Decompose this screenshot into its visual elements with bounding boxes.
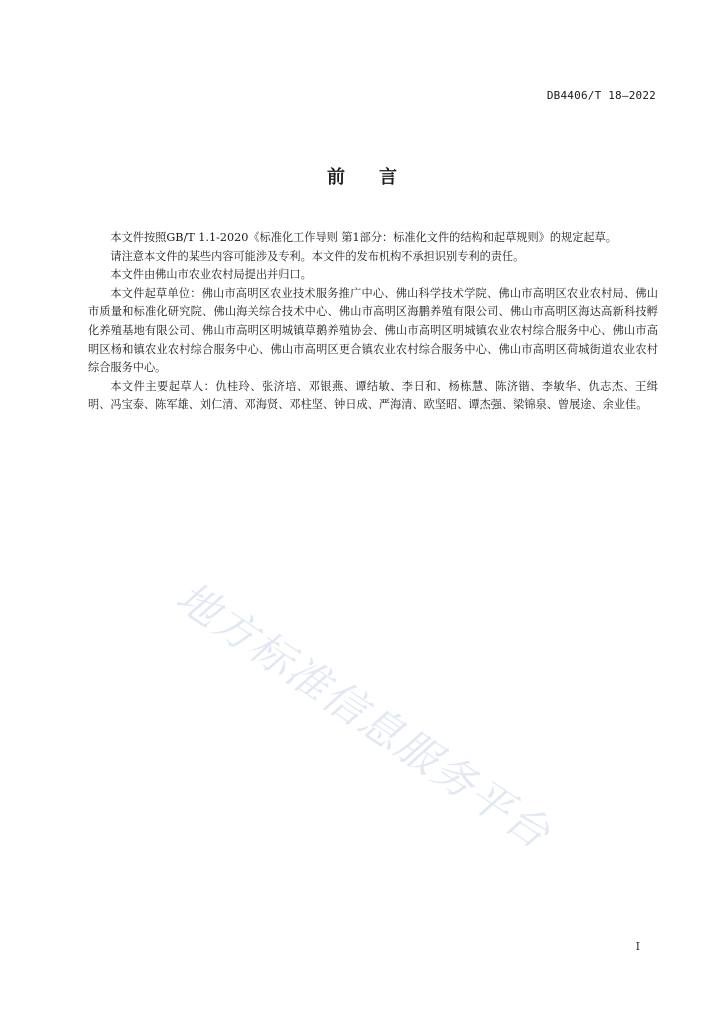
page-title: 前言	[327, 167, 431, 188]
paragraph-proposer: 本文件由佛山市农业农村局提出并归口。	[110, 268, 312, 282]
watermark: 地方标准信息服务平台	[167, 571, 560, 859]
paragraph-standard-basis: 本文件按照GB/T 1.1-2020《标准化工作导则 第1部分：标准化文件的结构和起草规则》的规定起草。	[110, 231, 617, 244]
document-code: DB4406/T 18—2022	[546, 89, 656, 102]
paragraph-drafters: 本文件主要起草人：仇桂玲、张济培、邓银燕、谭结敏、李日和、杨栋慧、陈济锴、李敏华、仇志杰、王缉明、冯宝泰、陈军雄、刘仁清、邓海贤、邓柱坚、钟日成、严海清、欧坚昭、谭杰强、梁锦泉、曾展途、余业佳。	[88, 379, 658, 412]
foreword-body	[88, 229, 658, 415]
page-number: I	[635, 940, 640, 953]
paragraph-drafting-units: 本文件起草单位：佛山市高明区农业技术服务推广中心、佛山科学技术学院、佛山市高明区农业农村局、佛山市质量和标准化研究院、佛山海关综合技术中心、佛山市高明区海鹏养殖有限公司、佛山市高明区海达高新科技孵化养殖基地有限公司、佛山市高明区明城镇草鹅养殖协会、佛山市高明区明城镇农业农村综合服务中心、佛山市高明区杨和镇农业农村综合服务中心、佛山市高明区更合镇农业农村综合服务中心、佛山市高明区荷城街道农业农村综合服务中心。	[88, 286, 658, 375]
paragraph-patent-notice: 请注意本文件的某些内容可能涉及专利。本文件的发布机构不承担识别专利的责任。	[110, 249, 525, 263]
